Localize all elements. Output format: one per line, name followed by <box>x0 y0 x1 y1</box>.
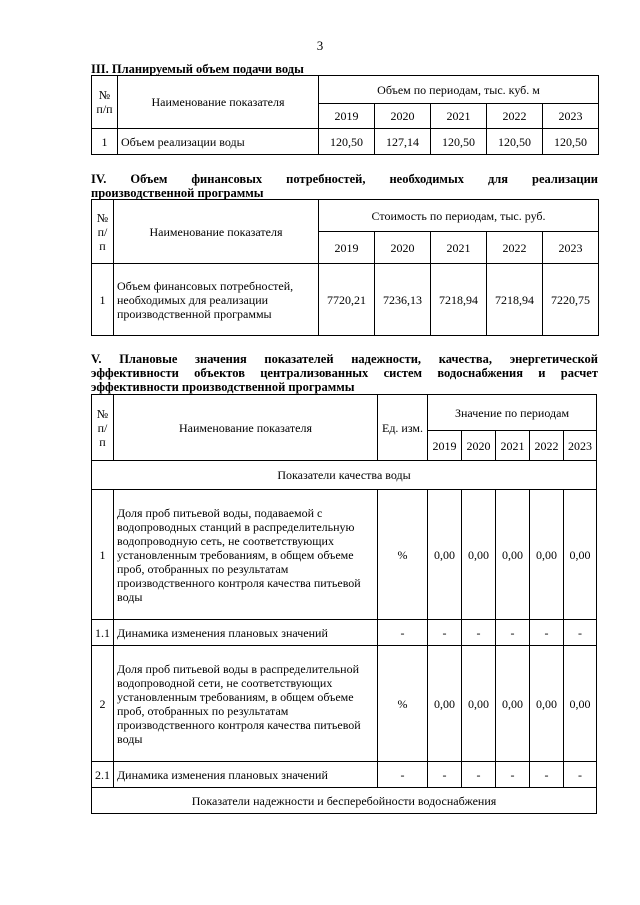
year-cell: 2021 <box>496 431 530 461</box>
row-unit: % <box>378 490 428 620</box>
value-cell: 0,00 <box>530 490 564 620</box>
row-name: Динамика изменения плановых значений <box>114 620 378 646</box>
header-no: № п/п <box>92 200 114 264</box>
row-name: Объем реализации воды <box>118 129 319 155</box>
row-no: 2.1 <box>92 762 114 788</box>
row-no: 1.1 <box>92 620 114 646</box>
value-cell: 0,00 <box>462 490 496 620</box>
value-cell: 127,14 <box>375 129 431 155</box>
section-4-title-line2: производственной программы <box>91 186 264 200</box>
year-cell: 2021 <box>431 104 487 129</box>
value-cell: 7218,94 <box>431 264 487 336</box>
group-header-quality: Показатели качества воды <box>92 461 597 490</box>
header-periods: Стоимость по периодам, тыс. руб. <box>319 200 599 232</box>
row-no: 1 <box>92 264 114 336</box>
value-cell: - <box>462 762 496 788</box>
section-3-title: III. Планируемый объем подачи воды <box>91 62 304 76</box>
section-5-title-line2: эффективности объектов централизованных систем водоснабжения и расчет <box>91 366 598 380</box>
value-cell: 0,00 <box>564 646 597 762</box>
financial-needs-table <box>91 199 599 336</box>
year-cell: 2019 <box>319 104 375 129</box>
section-5-title-line3: эффективности производственной программы <box>91 380 355 394</box>
row-name: Объем финансовых потребностей, необходимых для реализации производственной программы <box>114 264 319 336</box>
value-cell: 7220,75 <box>543 264 599 336</box>
row-name: Доля проб питьевой воды в распределительной водопроводной сети, не соответствующих установленным требованиям, в общем объеме проб, отобранных по результатам производственного контроля качества питьевой воды <box>114 646 378 762</box>
year-cell: 2022 <box>487 232 543 264</box>
value-cell: - <box>564 620 597 646</box>
value-cell: 0,00 <box>428 646 462 762</box>
row-name: Доля проб питьевой воды, подаваемой с водопроводных станций в распределительную водопроводную сеть, не соответствующих установленным требованиям, в общем объеме проб, отобранных по результатам производственного контроля качества питьевой воды <box>114 490 378 620</box>
header-name: Наименование показателя <box>114 395 378 461</box>
section-5-title-line1: V. Плановые значения показателей надежности, качества, энергетической <box>91 352 598 366</box>
value-cell: - <box>530 620 564 646</box>
value-cell: - <box>496 762 530 788</box>
group-header-reliability: Показатели надежности и бесперебойности водоснабжения <box>92 788 597 814</box>
year-cell: 2020 <box>375 104 431 129</box>
header-no: № п/п <box>92 76 118 129</box>
value-cell: 7236,13 <box>375 264 431 336</box>
value-cell: 120,50 <box>543 129 599 155</box>
year-cell: 2023 <box>564 431 597 461</box>
value-cell: - <box>428 762 462 788</box>
page-number: 3 <box>316 38 324 53</box>
value-cell: 7218,94 <box>487 264 543 336</box>
value-cell: 0,00 <box>496 646 530 762</box>
value-cell: 0,00 <box>496 490 530 620</box>
value-cell: 0,00 <box>530 646 564 762</box>
water-supply-table <box>91 75 599 155</box>
value-cell: - <box>428 620 462 646</box>
year-cell: 2023 <box>543 232 599 264</box>
value-cell: 0,00 <box>428 490 462 620</box>
value-cell: 120,50 <box>319 129 375 155</box>
header-name: Наименование показателя <box>114 200 319 264</box>
value-cell: 0,00 <box>462 646 496 762</box>
year-cell: 2022 <box>487 104 543 129</box>
row-unit: - <box>378 620 428 646</box>
header-periods: Значение по периодам <box>428 395 597 431</box>
year-cell: 2020 <box>462 431 496 461</box>
row-no: 2 <box>92 646 114 762</box>
value-cell: 0,00 <box>564 490 597 620</box>
value-cell: - <box>496 620 530 646</box>
header-periods: Объем по периодам, тыс. куб. м <box>319 76 599 104</box>
value-cell: 7720,21 <box>319 264 375 336</box>
row-name: Динамика изменения плановых значений <box>114 762 378 788</box>
year-cell: 2020 <box>375 232 431 264</box>
row-unit: % <box>378 646 428 762</box>
value-cell: - <box>564 762 597 788</box>
year-cell: 2021 <box>431 232 487 264</box>
section-4-title-line1: IV. Объем финансовых потребностей, необходимых для реализации <box>91 172 598 186</box>
header-no: № п/п <box>92 395 114 461</box>
year-cell: 2023 <box>543 104 599 129</box>
value-cell: 120,50 <box>487 129 543 155</box>
row-no: 1 <box>92 490 114 620</box>
value-cell: - <box>462 620 496 646</box>
value-cell: 120,50 <box>431 129 487 155</box>
year-cell: 2019 <box>428 431 462 461</box>
header-unit: Ед. изм. <box>378 395 428 461</box>
row-unit: - <box>378 762 428 788</box>
value-cell: - <box>530 762 564 788</box>
header-name: Наименование показателя <box>118 76 319 129</box>
year-cell: 2019 <box>319 232 375 264</box>
indicators-table <box>91 394 597 814</box>
row-no: 1 <box>92 129 118 155</box>
year-cell: 2022 <box>530 431 564 461</box>
